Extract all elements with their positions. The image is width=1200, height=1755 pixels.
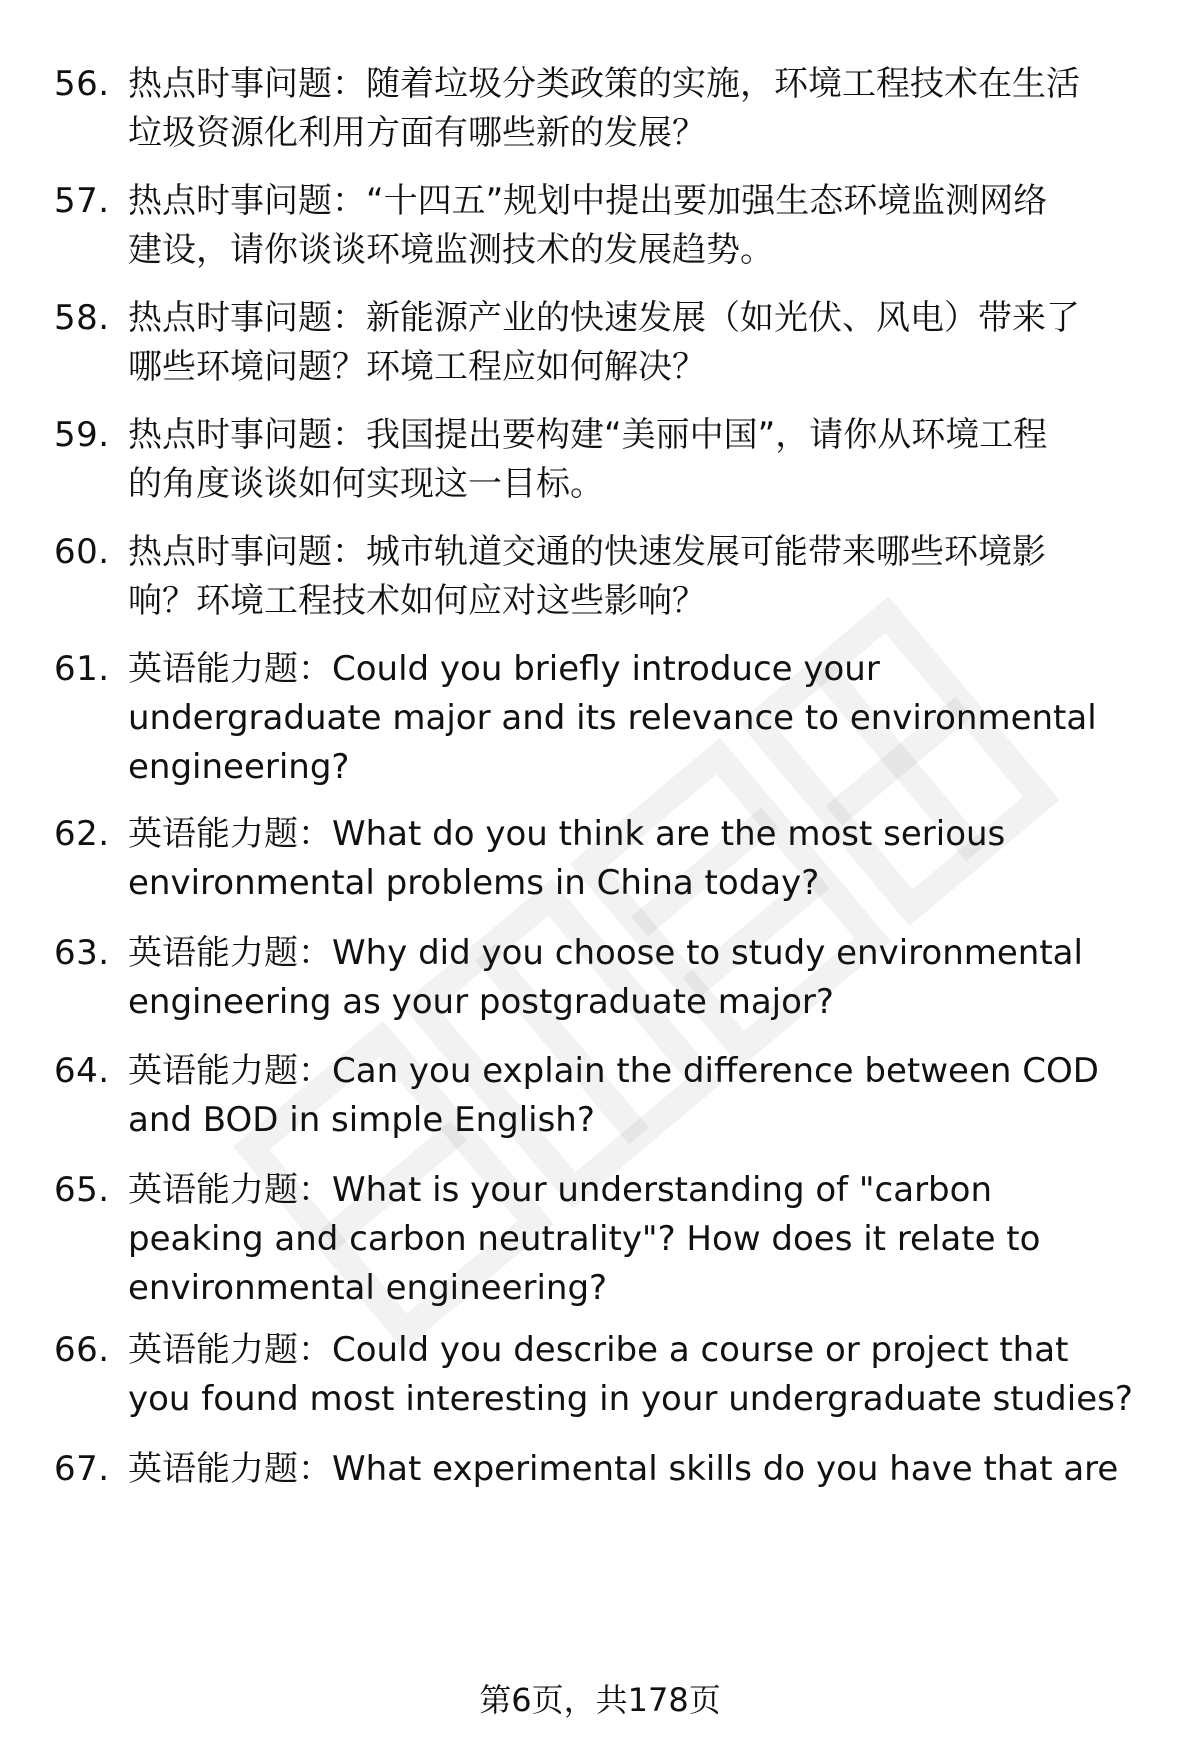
question-text-line: 英语能力题：Could you briefly introduce your — [128, 649, 880, 689]
question-text-line: 哪些环境问题？环境工程应如何解决？ — [128, 347, 706, 387]
question-text-line: undergraduate major and its relevance to environmental — [128, 698, 1097, 738]
question-text — [128, 177, 1160, 275]
question-number: 58. — [54, 298, 110, 338]
question-number: 64. — [54, 1051, 110, 1091]
question-number: 60. — [54, 532, 110, 572]
question-text — [128, 1166, 1160, 1313]
question-text-line: 热点时事问题：“十四五”规划中提出要加强生态环境监测网络 — [128, 181, 1048, 221]
question-number: 62. — [54, 814, 110, 854]
question-text-line: 英语能力题：What is your understanding of "carbon — [128, 1170, 992, 1210]
question-text — [128, 645, 1160, 792]
question-text-line: 热点时事问题：随着垃圾分类政策的实施，环境工程技术在生活 — [128, 64, 1080, 104]
question-text-line: engineering as your postgraduate major? — [128, 982, 834, 1022]
question-text-line: 热点时事问题：我国提出要构建“美丽中国”，请你从环境工程 — [128, 415, 1048, 455]
question-text-line: 建设，请你谈谈环境监测技术的发展趋势。 — [128, 230, 774, 270]
question-number: 57. — [54, 181, 110, 221]
question-text — [128, 1445, 1160, 1494]
question-text-line: 英语能力题：What experimental skills do you have that are — [128, 1449, 1119, 1489]
question-number: 63. — [54, 933, 110, 973]
question-text — [128, 810, 1160, 908]
question-text-line: environmental engineering? — [128, 1268, 608, 1308]
question-text-line: 响？环境工程技术如何应对这些影响？ — [128, 581, 706, 621]
question-text — [128, 1047, 1160, 1145]
question-text — [128, 1326, 1160, 1424]
question-text — [128, 929, 1160, 1027]
question-text-line: peaking and carbon neutrality"? How does it relate to — [128, 1219, 1041, 1259]
question-text — [128, 528, 1160, 626]
question-number: 65. — [54, 1170, 110, 1210]
question-text-line: 热点时事问题：城市轨道交通的快速发展可能带来哪些环境影 — [128, 532, 1046, 572]
question-text-line: environmental problems in China today? — [128, 863, 820, 903]
question-text — [128, 411, 1160, 509]
question-text-line: engineering? — [128, 747, 350, 787]
question-number: 61. — [54, 649, 110, 689]
page-footer: 第6页，共178页 — [479, 1681, 721, 1719]
question-text — [128, 294, 1160, 392]
question-number: 67. — [54, 1449, 110, 1489]
question-text-line: and BOD in simple English? — [128, 1100, 595, 1140]
question-text-line: 热点时事问题：新能源产业的快速发展（如光伏、风电）带来了 — [128, 298, 1080, 338]
question-text-line: 英语能力题：What do you think are the most serious — [128, 814, 1006, 854]
question-text-line: 英语能力题：Why did you choose to study environmental — [128, 933, 1083, 973]
question-number: 66. — [54, 1330, 110, 1370]
question-text — [128, 60, 1160, 158]
question-text-line: 英语能力题：Could you describe a course or project that — [128, 1330, 1069, 1370]
question-number: 56. — [54, 64, 110, 104]
question-number: 59. — [54, 415, 110, 455]
question-text-line: 英语能力题：Can you explain the difference between COD — [128, 1051, 1099, 1091]
question-text-line: 垃圾资源化利用方面有哪些新的发展？ — [128, 113, 706, 153]
question-text-line: you found most interesting in your undergraduate studies? — [128, 1379, 1133, 1419]
question-text-line: 的角度谈谈如何实现这一目标。 — [128, 464, 604, 504]
